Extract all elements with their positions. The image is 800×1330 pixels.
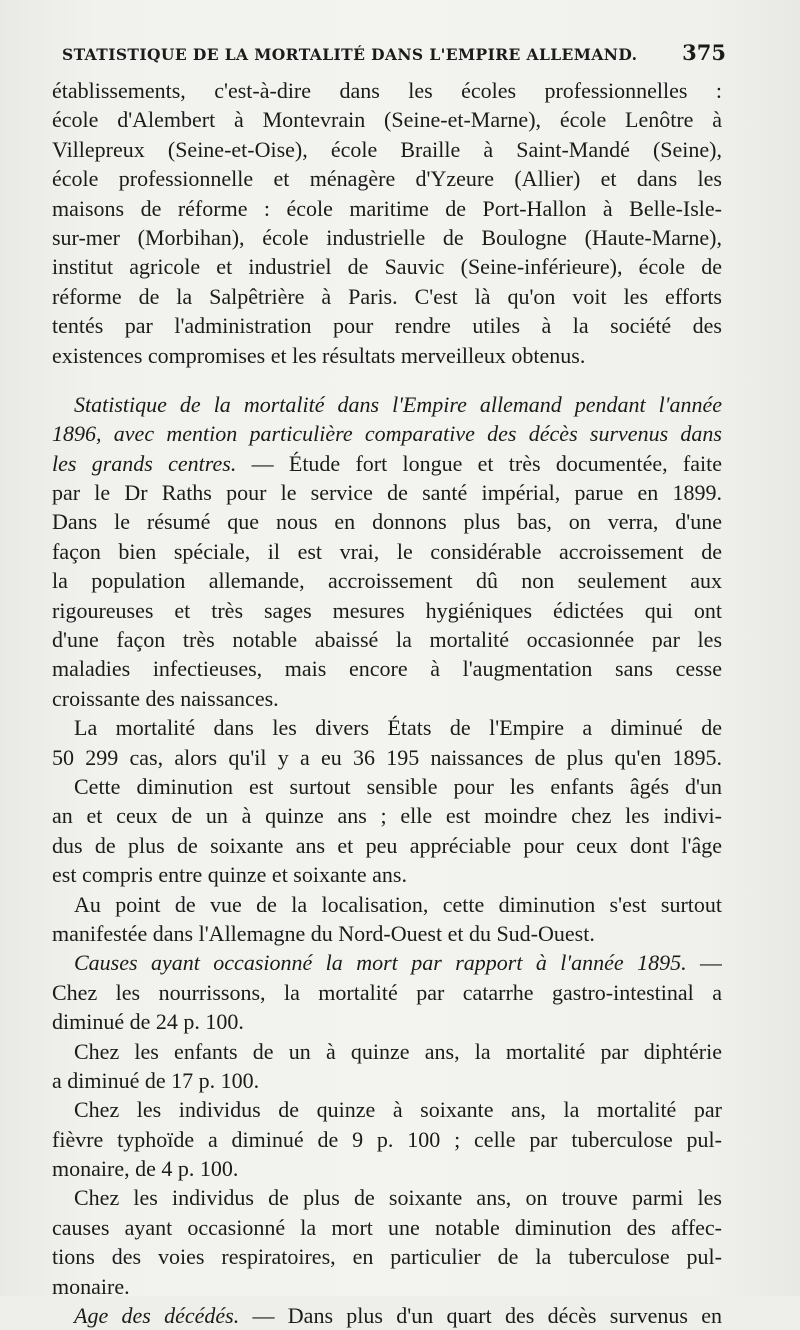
text-line: [52, 419, 722, 448]
body-text: [52, 76, 722, 1330]
text-line: réforme de la Salpêtrière à Paris. C'est là qu'on voit les efforts: [52, 283, 722, 309]
text-line: a diminué de 17 p. 100.: [52, 1067, 260, 1093]
text-line: maladies infectieuses, mais encore à l'augmentation sans cesse: [52, 656, 722, 682]
text-line: institut agricole et industriel de Sauvic (Seine-inférieure), école de: [52, 254, 722, 280]
text-line: diminué de 24 p. 100.: [52, 1009, 244, 1035]
text-line: monaire, de 4 p. 100.: [52, 1156, 239, 1182]
text-line: école professionnelle et ménagère d'Yzeure (Allier) et dans les: [52, 166, 722, 192]
line-text: —: [686, 950, 722, 976]
text-line: manifestée dans l'Allemagne du Nord-Ouest et du Sud-Ouest.: [52, 920, 595, 946]
text-line: sur-mer (Morbihan), école industrielle de Boulogne (Haute-Marne),: [52, 224, 722, 250]
text-line: est compris entre quinze et soixante ans.: [52, 862, 407, 888]
text-line: maisons de réforme : école maritime de Port-Hallon à Belle-Isle-: [52, 195, 722, 221]
text-line: [52, 948, 722, 977]
text-line: 50 299 cas, alors qu'il y a eu 36 195 naissances de plus qu'en 1895.: [52, 744, 722, 770]
line-text: — Dans plus d'un quart des décès survenus en: [239, 1303, 722, 1329]
text-line: tions des voies respiratoires, en particulier de la tuberculose pul-: [52, 1244, 722, 1270]
italic-text: Statistique de la mortalité dans l'Empire allemand pendant l'année: [74, 391, 722, 417]
italic-heading: Causes ayant occasionné la mort par rapport à l'année 1895.: [74, 950, 687, 976]
text-line: La mortalité dans les divers États de l'Empire a diminué de: [74, 715, 722, 741]
text-line: croissante des naissances.: [52, 685, 279, 711]
text-line: Dans le résumé que nous en donnons plus bas, on verra, d'une: [52, 509, 722, 535]
text-line: Au point de vue de la localisation, cette diminution s'est surtout: [74, 891, 722, 917]
text-line: fièvre typhoïde a diminué de 9 p. 100 ; celle par tuberculose pul-: [52, 1126, 722, 1152]
text-line: par le Dr Raths pour le service de santé impérial, parue en 1899.: [52, 480, 722, 506]
line-text: — Étude fort longue et très documentée, faite: [236, 450, 722, 476]
text-line: [52, 449, 722, 478]
italic-heading: Age des décédés.: [74, 1303, 240, 1329]
text-line: [52, 390, 722, 419]
text-line: Chez les individus de quinze à soixante ans, la mortalité par: [74, 1097, 722, 1123]
text-line: monaire.: [52, 1273, 130, 1299]
text-line: la population allemande, accroissement dû non seulement aux: [52, 568, 722, 594]
text-line: causes ayant occasionné la mort une notable diminution des affec-: [52, 1214, 722, 1240]
text-line: école d'Alembert à Montevrain (Seine-et-Marne), école Lenôtre à: [52, 107, 722, 133]
italic-text: 1896, avec mention particulière comparative des décès survenus dans: [52, 421, 722, 447]
text-line: tentés par l'administration pour rendre utiles à la société des: [52, 313, 722, 339]
text-line: façon bien spéciale, il est vrai, le considérable accroissement de: [52, 538, 722, 564]
paragraph-gap: [52, 370, 722, 390]
italic-heading: les grands centres.: [52, 450, 237, 476]
text-line: Cette diminution est surtout sensible pour les enfants âgés d'un: [74, 773, 722, 799]
text-line: [52, 1301, 722, 1330]
page-header: [62, 40, 726, 76]
text-line: rigoureuses et très sages mesures hygiéniques édictées qui ont: [52, 597, 722, 623]
page-number: 375: [682, 40, 726, 65]
text-line: Chez les nourrissons, la mortalité par catarrhe gastro-intestinal a: [52, 979, 722, 1005]
text-line: établissements, c'est-à-dire dans les écoles professionnelles :: [52, 78, 722, 103]
text-line: dus de plus de soixante ans et peu appréciable pour ceux dont l'âge: [52, 832, 722, 858]
text-line: Villepreux (Seine-et-Oise), école Braille à Saint-Mandé (Seine),: [52, 136, 722, 162]
text-line: Chez les enfants de un à quinze ans, la mortalité par diphtérie: [74, 1038, 722, 1064]
text-line: Chez les individus de plus de soixante ans, on trouve parmi les: [74, 1185, 722, 1211]
running-head: STATISTIQUE DE LA MORTALITÉ DANS L'EMPIRE ALLEMAND.: [62, 45, 638, 64]
text-line: existences compromises et les résultats merveilleux obtenus.: [52, 342, 586, 368]
text-line: an et ceux de un à quinze ans ; elle est moindre chez les indivi-: [52, 803, 722, 829]
text-line: d'une façon très notable abaissé la mortalité occasionnée par les: [52, 627, 722, 653]
